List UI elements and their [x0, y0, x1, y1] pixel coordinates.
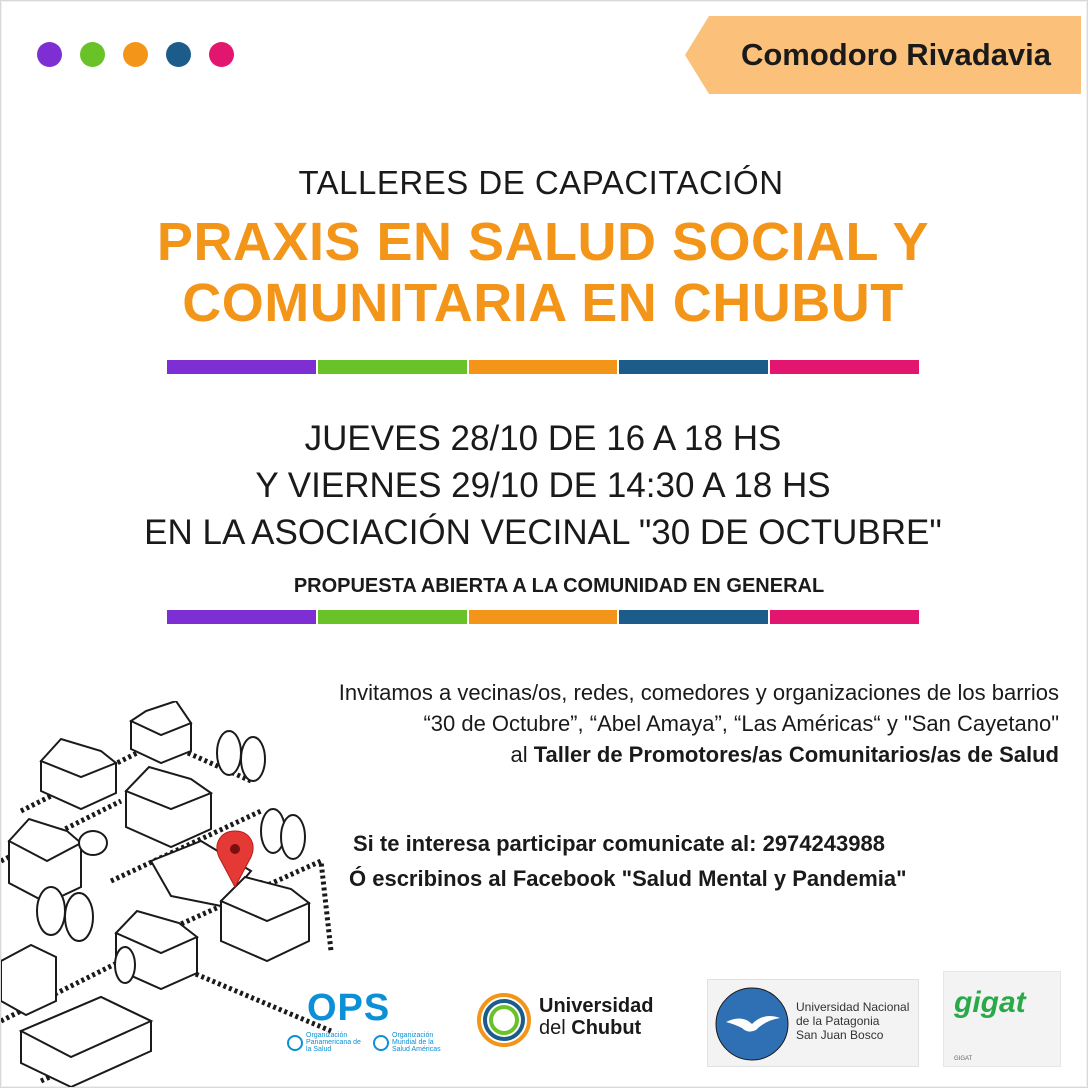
- uchubut-text: [539, 995, 653, 1039]
- unp-line3: San Juan Bosco: [796, 1028, 884, 1042]
- gigat-small-text: GIGAT: [954, 1056, 973, 1062]
- uchubut-rings-icon: [475, 991, 533, 1049]
- event-title: [1, 212, 1085, 334]
- ops-org1-text: Organización Panamericana de la Salud: [306, 1032, 361, 1053]
- dot-purple: [37, 42, 62, 67]
- color-divider-top: [167, 360, 919, 374]
- dot-blue: [166, 42, 191, 67]
- ops-org2-text: Organización Mundial de la Salud Américas: [392, 1032, 441, 1053]
- dot-pink: [209, 42, 234, 67]
- gigat-logo: [943, 971, 1061, 1067]
- unp-line2: de la Patagonia: [796, 1014, 880, 1028]
- divider-segment-blue: [619, 360, 768, 374]
- color-dots: [37, 42, 234, 67]
- uchubut-line1: Universidad: [539, 995, 654, 1017]
- uchubut-logo: [475, 991, 675, 1047]
- divider-segment-blue: [619, 610, 768, 624]
- event-subtitle: TALLERES DE CAPACITACIÓN: [298, 164, 784, 201]
- schedule-line: EN LA ASOCIACIÓN VECINAL "30 DE OCTUBRE": [144, 513, 942, 552]
- ops-org1: [287, 1032, 365, 1053]
- ops-acronym: OPS: [307, 987, 391, 1029]
- event-schedule: [1, 415, 1085, 556]
- divider-segment-orange: [469, 360, 618, 374]
- invitation-line2: “30 de Octubre”, “Abel Amaya”, “Las Américas“ y "San Cayetano": [423, 711, 1059, 736]
- schedule-line: JUEVES 28/10 DE 16 A 18 HS: [304, 419, 782, 458]
- invitation-prefix: al: [510, 742, 534, 767]
- dot-green: [80, 42, 105, 67]
- contact-facebook-line: Ó escribinos al Facebook "Salud Mental y Pandemia": [349, 866, 907, 891]
- contact-info: [349, 826, 1049, 896]
- unp-logo: [707, 979, 919, 1067]
- unp-line1: Universidad Nacional: [796, 1000, 910, 1014]
- event-title-line1: PRAXIS EN SALUD SOCIAL Y: [156, 212, 930, 272]
- event-title-line2: COMUNITARIA EN CHUBUT: [182, 273, 904, 333]
- ops-org2: [373, 1032, 451, 1053]
- invitation-line3: [339, 739, 1059, 770]
- gigat-name: gigat: [954, 986, 1026, 1019]
- invitation-text: [339, 677, 1059, 770]
- divider-segment-green: [318, 610, 467, 624]
- contact-phone-line: Si te interesa participar comunicate al: 2974243988: [353, 831, 885, 856]
- schedule-line: Y VIERNES 29/10 DE 14:30 A 18 HS: [255, 466, 831, 505]
- location-tag: [685, 16, 1081, 94]
- uchubut-line2a: del: [539, 1017, 572, 1039]
- ops-logo: [287, 987, 451, 1053]
- globe-icon: [373, 1035, 389, 1051]
- divider-segment-pink: [770, 360, 919, 374]
- divider-segment-purple: [167, 360, 316, 374]
- location-tag-text: Comodoro Rivadavia: [740, 37, 1052, 72]
- invitation-line1: Invitamos a vecinas/os, redes, comedores y organizaciones de los barrios: [338, 680, 1059, 705]
- uchubut-line2b: Chubut: [571, 1017, 642, 1039]
- unp-text: [796, 1000, 909, 1042]
- color-divider-bottom: [167, 610, 919, 624]
- divider-segment-pink: [770, 610, 919, 624]
- globe-icon: [287, 1035, 303, 1051]
- workshop-name: Taller de Promotores/as Comunitarios/as de Salud: [533, 742, 1059, 767]
- albatross-seal-icon: [712, 984, 792, 1064]
- divider-segment-green: [318, 360, 467, 374]
- divider-segment-purple: [167, 610, 316, 624]
- dot-orange: [123, 42, 148, 67]
- open-note: PROPUESTA ABIERTA A LA COMUNIDAD EN GENERAL: [293, 575, 825, 597]
- uchubut-line2: [539, 1017, 653, 1039]
- divider-segment-orange: [469, 610, 618, 624]
